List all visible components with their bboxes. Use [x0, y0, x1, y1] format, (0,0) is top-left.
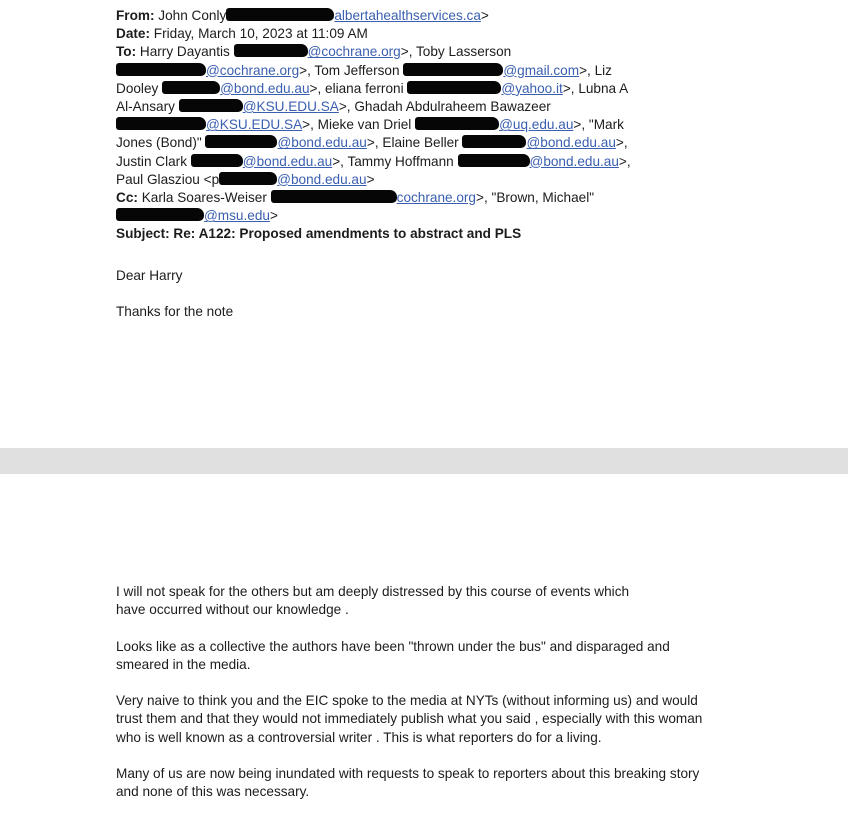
recipient-name: Karla Soares-Weiser [141, 190, 267, 206]
recipient-name: Jones (Bond)" [116, 135, 202, 151]
recipient-name: Tammy Hoffmann [347, 153, 454, 169]
redaction-bar [271, 190, 397, 203]
redaction-bar [403, 63, 503, 76]
recipient-name: Mieke van Driel [317, 117, 412, 133]
email-page-2 [0, 474, 848, 832]
recipient-name: "Mark [588, 117, 624, 133]
body-paragraph: Looks like as a collective the authors have been "thrown under the bus" and disparaged and smeared in the media. [116, 638, 670, 672]
redaction-bar [205, 135, 277, 148]
redaction-bar [191, 154, 243, 167]
to-label: To: [116, 44, 137, 60]
redaction-bar [116, 63, 206, 76]
recipient-email[interactable]: @bond.edu.au [529, 153, 619, 169]
recipient-name: Elaine Beller [382, 135, 459, 151]
recipient-email[interactable]: @KSU.EDU.SA [242, 99, 339, 115]
subject-value: Re: A122: Proposed amendments to abstract and PLS [173, 226, 522, 242]
redaction-bar [219, 172, 277, 185]
redaction-bar [458, 154, 530, 167]
recipient-email[interactable]: @KSU.EDU.SA [206, 117, 303, 133]
recipient-email[interactable]: @bond.edu.au [220, 80, 310, 96]
cc-label: Cc: [116, 190, 138, 206]
recipient-prefix: <p [203, 171, 220, 187]
body-paragraph: I will not speak for the others but am deeply distressed by this course of events which have occurred without our knowledge . [116, 584, 630, 618]
recipient-name: Liz [594, 62, 612, 78]
redaction-bar [116, 208, 204, 221]
greeting: Dear Harry [116, 268, 183, 283]
date-value: Friday, March 10, 2023 at 11:09 AM [153, 26, 368, 42]
recipient-email[interactable]: @bond.edu.au [277, 171, 367, 187]
recipient-name: Justin Clark [116, 153, 188, 169]
redaction-bar [179, 99, 243, 112]
recipient-email[interactable]: @bond.edu.au [277, 135, 367, 151]
recipient-name: Dooley [116, 80, 159, 96]
recipient-email[interactable]: @msu.edu [204, 208, 270, 224]
redaction-bar [116, 117, 206, 130]
recipient-email[interactable]: @cochrane.org [307, 44, 401, 60]
redaction-bar [407, 81, 501, 94]
to-line-cont: Al-Ansary @KSU.EDU.SA>, Ghadah Abdulraheem Bawazeer [116, 99, 551, 115]
from-email[interactable]: albertahealthservices.ca [334, 8, 481, 23]
recipient-name: "Brown, Michael" [491, 190, 595, 206]
redaction-bar [226, 8, 334, 21]
body-line-thanks: Thanks for the note [116, 304, 234, 319]
recipient-email[interactable]: @bond.edu.au [526, 135, 616, 151]
cc-line: Cc: Karla Soares-Weiser cochrane.org>, "Brown, Michael" [116, 190, 595, 206]
to-line-cont: @cochrane.org>, Tom Jefferson @gmail.com>, Liz [116, 62, 726, 80]
redaction-bar [462, 135, 526, 148]
to-line: To: Harry Dayantis @cochrane.org>, Toby Lasserson [116, 44, 512, 60]
from-line: From: John Conly albertahealthservices.ca> [116, 8, 489, 23]
recipient-name: Harry Dayantis [139, 44, 230, 60]
to-line-cont: @KSU.EDU.SA>, Mieke van Driel @uq.edu.au>, "Mark [116, 116, 726, 134]
recipient-email[interactable]: cochrane.org [396, 190, 476, 206]
recipient-name: Tom Jefferson [314, 62, 400, 78]
email-body [116, 583, 756, 820]
recipient-name: Paul Glasziou [116, 171, 200, 187]
recipient-name: Lubna A [578, 80, 629, 96]
recipient-name: Ghadah Abdulraheem Bawazeer [354, 99, 551, 115]
page-separator [0, 448, 848, 474]
recipient-email[interactable]: @bond.edu.au [242, 153, 333, 169]
cc-line-cont: @msu.edu> [116, 207, 726, 225]
date-label: Date: [116, 26, 150, 42]
date-line [116, 25, 726, 43]
recipient-email[interactable]: @gmail.com [503, 62, 580, 78]
recipient-email[interactable]: @cochrane.org [206, 62, 300, 78]
body-paragraph: Many of us are now being inundated with requests to speak to reporters about this breaking story and none of this was necessary. [116, 765, 700, 800]
subject-label: Subject: [116, 226, 170, 242]
to-line-cont: Jones (Bond)" @bond.edu.au>, Elaine Beller @bond.edu.au>, [116, 135, 628, 151]
body-paragraph: Very naive to think you and the EIC spoke to the media at NYTs (without informing us) and would trust them and that they would not immediately publish what you said , especially with this woman who is well known as a controversial writer . This is what reporters do for a living. [116, 693, 703, 745]
redaction-bar [162, 81, 220, 94]
redaction-bar [415, 117, 499, 130]
from-name: John Conly [158, 8, 227, 23]
from-label: From: [116, 8, 155, 23]
subject-line [116, 225, 726, 243]
to-line-cont: Dooley @bond.edu.au>, eliana ferroni @yahoo.it>, Lubna A [116, 80, 629, 96]
to-line-cont: Paul Glasziou <p @bond.edu.au> [116, 171, 375, 187]
recipient-name: Toby Lasserson [416, 44, 512, 60]
to-line-cont: Justin Clark @bond.edu.au>, Tammy Hoffmann @bond.edu.au>, [116, 153, 631, 169]
recipient-email[interactable]: @uq.edu.au [499, 117, 574, 133]
redaction-bar [234, 44, 308, 57]
email-header [116, 7, 726, 244]
recipient-name: eliana ferroni [325, 80, 404, 96]
recipient-email[interactable]: @yahoo.it [501, 80, 563, 96]
recipient-name: Al-Ansary [116, 99, 175, 115]
